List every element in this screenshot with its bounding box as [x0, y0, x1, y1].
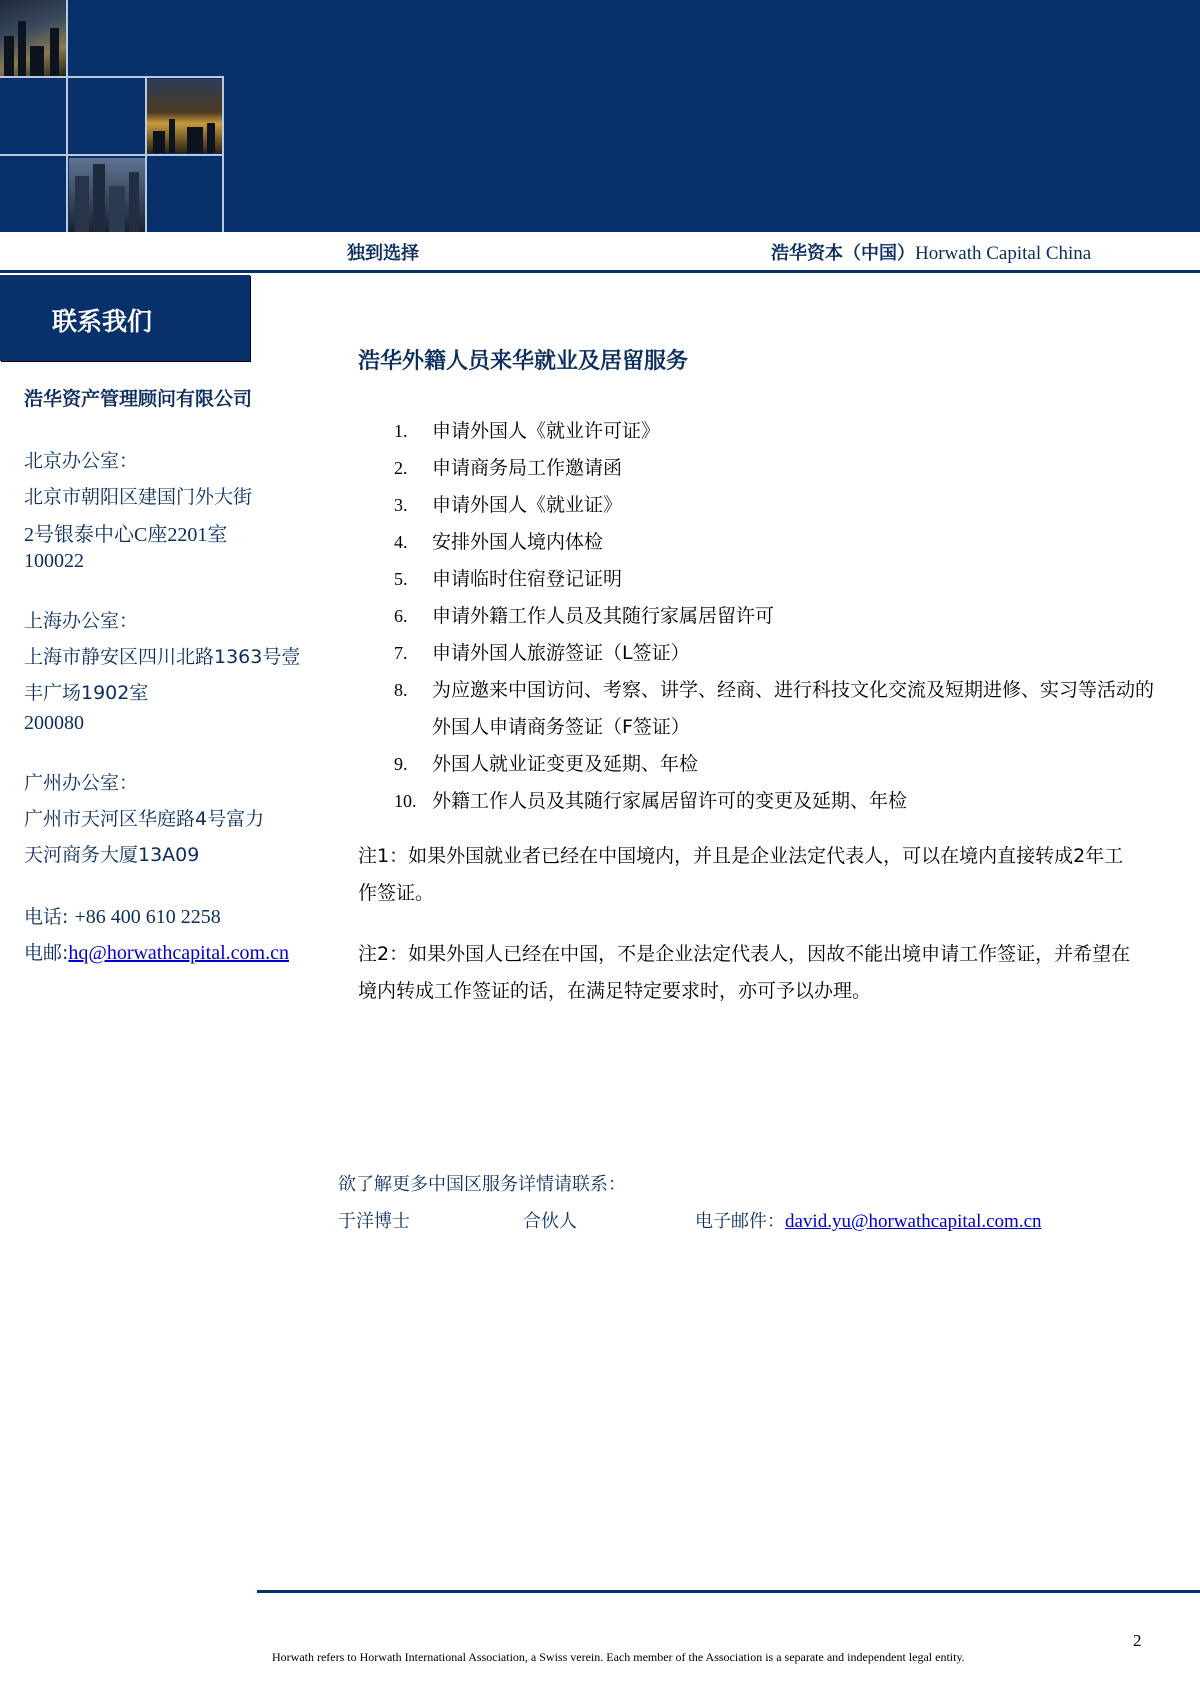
list-item-text: 为应邀来中国访问、考察、讲学、经商、进行科技文化交流及短期进修、实习等活动的外国人申请商务签证（F签证）: [432, 679, 1155, 738]
shanghai-address-line2: 丰广场1902室: [24, 682, 149, 704]
list-item-number: 8.: [394, 680, 408, 700]
header-divider: [0, 270, 1200, 273]
email-line: [24, 938, 289, 965]
brand-name: [771, 239, 1091, 265]
contact-us-title: 联系我们: [52, 307, 153, 336]
list-item-text: 申请商务局工作邀请函: [432, 457, 623, 479]
footer-divider: [257, 1590, 1200, 1593]
email-link[interactable]: hq@horwathcapital.com.cn: [68, 942, 289, 964]
list-item-text: 申请外国人《就业证》: [432, 494, 623, 516]
city-night-photo: [0, 0, 66, 76]
list-item-number: 1.: [394, 421, 408, 441]
list-item: [394, 487, 1154, 524]
contact-email-label: 电子邮件：: [695, 1211, 785, 1232]
more-info-text: 欲了解更多中国区服务详情请联系：: [338, 1174, 626, 1195]
shanghai-postcode: 200080: [24, 712, 84, 734]
header-banner: [0, 0, 1200, 232]
note-2: 注2：如果外国人已经在中国，不是企业法定代表人，因故不能出境申请工作签证，并希望在境内转成工作签证的话，在满足特定要求时，亦可予以办理。: [358, 943, 1131, 1002]
list-item-number: 2.: [394, 458, 408, 478]
contact-email-link[interactable]: david.yu@horwathcapital.com.cn: [785, 1211, 1042, 1232]
list-item-number: 7.: [394, 643, 408, 663]
list-item-text: 申请外籍工作人员及其随行家属居留许可: [432, 605, 775, 627]
list-item: [394, 598, 1154, 635]
phone-number: +86 400 610 2258: [74, 906, 221, 928]
list-item-number: 4.: [394, 532, 408, 552]
beijing-address-line2: 2号银泰中心C座2201室: [24, 524, 228, 546]
contact-email-line: [695, 1207, 1042, 1233]
list-item-text: 外籍工作人员及其随行家属居留许可的变更及延期、年检: [432, 790, 908, 812]
list-item-text: 申请临时住宿登记证明: [432, 568, 623, 590]
guangzhou-office-label: 广州办公室：: [24, 772, 139, 794]
note-1: 注1：如果外国就业者已经在中国境内，并且是企业法定代表人，可以在境内直接转成2年工作签证。: [358, 845, 1124, 904]
banner-gridline: [66, 0, 68, 232]
list-item: [394, 561, 1154, 598]
list-item-number: 10.: [394, 791, 417, 811]
list-item: [394, 635, 1154, 672]
phone-line: [24, 902, 221, 929]
banner-gridline: [0, 154, 224, 156]
banner-gridline: [145, 76, 147, 232]
harbor-night-photo: [147, 79, 224, 153]
shanghai-address-line1: 上海市静安区四川北路1363号壹: [24, 646, 301, 668]
guangzhou-address-line1: 广州市天河区华庭路4号富力: [24, 808, 265, 830]
contact-role: 合伙人: [523, 1211, 577, 1232]
list-item-number: 9.: [394, 754, 408, 774]
banner-gridline: [0, 76, 224, 78]
list-item: [394, 524, 1154, 561]
list-item: [394, 413, 1154, 450]
list-item-text: 申请外国人旅游签证（L签证）: [432, 642, 690, 664]
list-item-text: 申请外国人《就业许可证》: [432, 420, 661, 442]
list-item: [394, 746, 1154, 783]
list-item-number: 5.: [394, 569, 408, 589]
banner-gridline: [222, 76, 224, 232]
list-item-number: 6.: [394, 606, 408, 626]
beijing-office-label: 北京办公室：: [24, 450, 139, 472]
beijing-address-line1: 北京市朝阳区建国门外大街: [24, 486, 253, 508]
phone-label: 电话:: [24, 906, 69, 928]
brand-name-en: Horwath Capital China: [915, 243, 1092, 264]
guangzhou-address-line2: 天河商务大厦13A09: [24, 844, 200, 866]
company-name: 浩华资产管理顾问有限公司: [24, 388, 253, 410]
list-item: [394, 672, 1154, 746]
skyscraper-photo: [69, 158, 145, 232]
list-item-text: 外国人就业证变更及延期、年检: [432, 753, 699, 775]
main-title: 浩华外籍人员来华就业及居留服务: [358, 349, 689, 374]
list-item-text: 安排外国人境内体检: [432, 531, 604, 553]
tagline: 独到选择: [347, 243, 419, 264]
list-item: [394, 450, 1154, 487]
page-number: 2: [1133, 1631, 1142, 1650]
list-item: [394, 783, 1154, 820]
footer-disclaimer: Horwath refers to Horwath International Association, a Swiss verein. Each member of the Association is a separate and independent legal entity.: [272, 1650, 965, 1664]
contact-name: 于洋博士: [338, 1211, 410, 1232]
email-label: 电邮:: [24, 942, 69, 964]
brand-name-cn: 浩华资本（中国）: [771, 243, 915, 264]
shanghai-office-label: 上海办公室：: [24, 610, 139, 632]
list-item-number: 3.: [394, 495, 408, 515]
beijing-postcode: 100022: [24, 550, 84, 572]
service-list: [394, 413, 1154, 820]
